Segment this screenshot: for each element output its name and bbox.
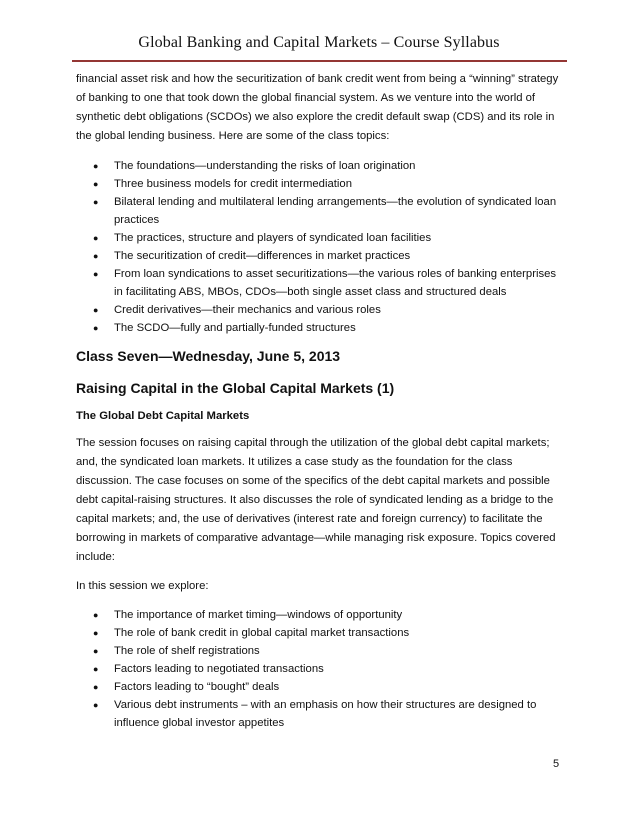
page-header-title: Global Banking and Capital Markets – Course Syllabus	[138, 34, 500, 51]
bullet-icon: ●	[93, 179, 99, 189]
bullet-icon: ●	[93, 233, 99, 243]
bullet-icon: ●	[93, 305, 99, 315]
class-topics-list	[76, 157, 566, 337]
list-item-text: Factors leading to “bought” deals	[114, 681, 280, 693]
bullet-icon: ●	[93, 269, 99, 279]
list-item-text: Factors leading to negotiated transactions	[114, 663, 324, 675]
list-item	[76, 660, 566, 678]
list-item	[76, 157, 566, 175]
session-paragraph: The session focuses on raising capital through the utilization of the global debt capital markets; and, the syndicated loan markets. It utilizes a case study as the foundation for the class discussion. The case focuses on some of the specifics of the debt capital markets and possible debt capital-raising structures. It also discusses the role of syndicated lending as a bridge to the capital markets; and, the use of derivatives (interest rate and foreign currency) to facilitate the borrowing in markets of comparative advantage—while managing risk exposure. Topics covered include:	[76, 437, 556, 563]
bullet-icon: ●	[93, 197, 99, 207]
list-item	[76, 642, 566, 660]
list-item	[76, 319, 566, 337]
list-item	[76, 696, 566, 732]
bullet-icon: ●	[93, 664, 99, 674]
list-item-text: Credit derivatives—their mechanics and various roles	[114, 304, 381, 316]
list-item-text: From loan syndications to asset securitizations—the various roles of banking enterprises in facilitating ABS, MBOs, CDOs—both single asset class and structured deals	[114, 268, 557, 298]
intro-paragraph: financial asset risk and how the securitization of bank credit went from being a “winning” strategy of banking to one that took down the global financial system. As we venture into the world of synthetic debt obligations (SCDOs) we also explore the credit default swap (CDS) and its role in the global lending business. Here are some of the class topics:	[76, 73, 559, 142]
bullet-icon: ●	[93, 161, 99, 171]
bullet-icon: ●	[93, 682, 99, 692]
class-heading: Class Seven—Wednesday, June 5, 2013	[76, 348, 341, 364]
bullet-icon: ●	[93, 610, 99, 620]
list-item	[76, 175, 566, 193]
bullet-icon: ●	[93, 251, 99, 261]
bullet-icon: ●	[93, 700, 99, 710]
explore-topics-list	[76, 606, 566, 732]
explore-intro: In this session we explore:	[76, 580, 209, 592]
list-item-text: The SCDO—fully and partially-funded structures	[114, 322, 356, 334]
syllabus-content	[76, 70, 566, 741]
list-item	[76, 247, 566, 265]
page-number: 5	[553, 758, 560, 770]
list-item	[76, 624, 566, 642]
list-item-text: Three business models for credit intermediation	[114, 178, 352, 190]
list-item	[76, 606, 566, 624]
list-item-text: The practices, structure and players of syndicated loan facilities	[114, 232, 432, 244]
list-item-text: The importance of market timing—windows of opportunity	[114, 609, 403, 621]
list-item	[76, 229, 566, 247]
topic-heading: Raising Capital in the Global Capital Markets (1)	[76, 380, 395, 396]
bullet-icon: ●	[93, 323, 99, 333]
bullet-icon: ●	[93, 646, 99, 656]
list-item-text: The role of shelf registrations	[114, 645, 260, 657]
header-divider	[72, 60, 567, 62]
list-item-text: The securitization of credit—differences in market practices	[114, 250, 411, 262]
list-item-text: Bilateral lending and multilateral lending arrangements—the evolution of syndicated loan practices	[114, 196, 557, 226]
subheading: The Global Debt Capital Markets	[76, 410, 250, 422]
list-item	[76, 265, 566, 301]
list-item	[76, 678, 566, 696]
bullet-icon: ●	[93, 628, 99, 638]
list-item	[76, 193, 566, 229]
list-item-text: Various debt instruments – with an emphasis on how their structures are designed to influence global investor appetites	[114, 699, 537, 729]
list-item-text: The foundations—understanding the risks of loan origination	[114, 160, 416, 172]
list-item-text: The role of bank credit in global capital market transactions	[114, 627, 410, 639]
list-item	[76, 301, 566, 319]
